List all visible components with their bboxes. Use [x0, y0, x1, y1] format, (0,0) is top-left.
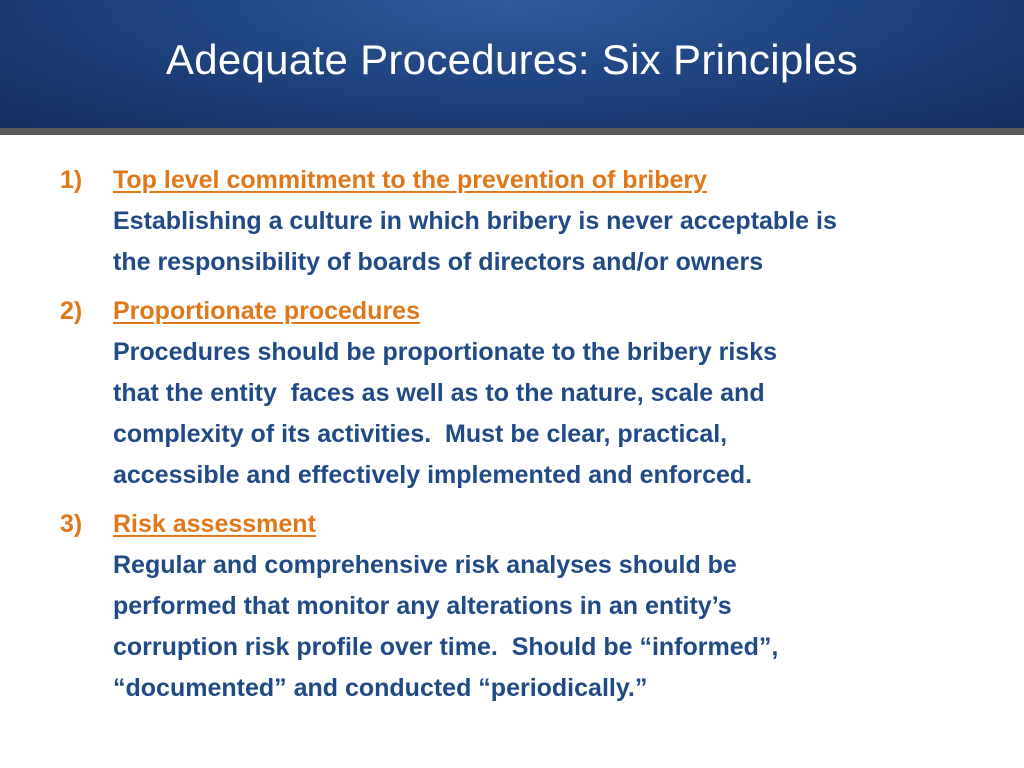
description-line: that the entity faces as well as to the nature, scale and — [113, 379, 765, 407]
title-banner — [0, 0, 1024, 135]
description-line: performed that monitor any alterations in an entity’s — [113, 592, 732, 620]
description-line: the responsibility of boards of directors and/or owners — [113, 248, 764, 276]
principle-number: 1) — [60, 166, 83, 194]
description-line: “documented” and conducted “periodically.” — [113, 674, 648, 702]
description-line: Establishing a culture in which bribery is never acceptable is — [113, 207, 837, 235]
principle-item-2 — [60, 291, 980, 496]
principle-description — [113, 332, 980, 496]
description-line: accessible and effectively implemented and enforced. — [113, 461, 753, 489]
principle-number: 3) — [60, 510, 83, 538]
principle-heading: Risk assessment — [113, 510, 316, 538]
description-line: Procedures should be proportionate to the bribery risks — [113, 338, 778, 366]
principle-description — [113, 545, 980, 709]
description-line: corruption risk profile over time. Should be “informed”, — [113, 633, 779, 661]
principle-heading: Proportionate procedures — [113, 297, 420, 325]
description-line: Regular and comprehensive risk analyses should be — [113, 551, 737, 579]
principle-heading: Top level commitment to the prevention of bribery — [113, 166, 708, 194]
principle-item-3 — [60, 504, 980, 709]
slide-title: Adequate Procedures: Six Principles — [165, 36, 859, 83]
description-line: complexity of its activities. Must be clear, practical, — [113, 420, 728, 448]
principles-list — [60, 160, 980, 717]
principle-item-1 — [60, 160, 980, 283]
principle-description — [113, 201, 980, 283]
principle-number: 2) — [60, 297, 83, 325]
